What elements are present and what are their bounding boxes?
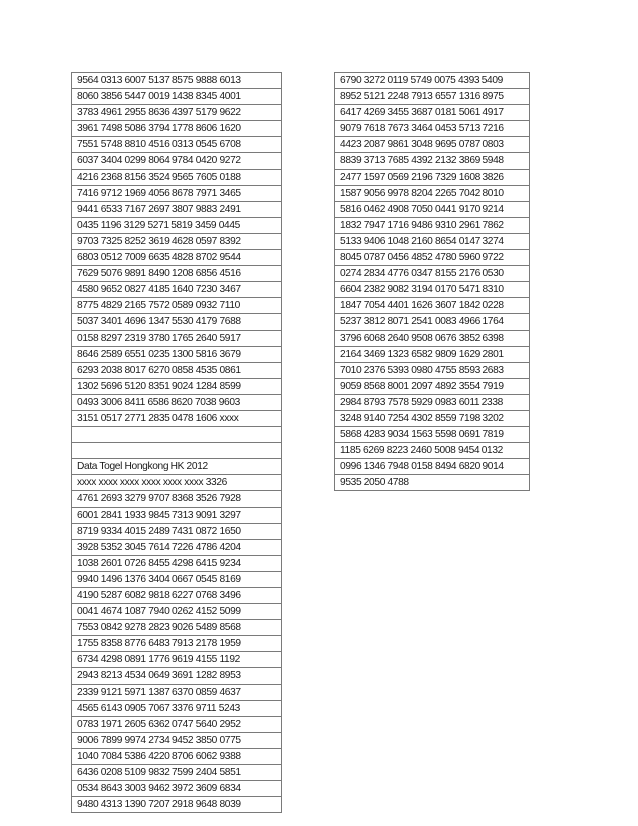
table-cell: 8839 3713 7685 4392 2132 3869 5948 <box>335 153 530 169</box>
table-row <box>335 217 530 233</box>
table-cell: 2477 1597 0569 2196 7329 1608 3826 <box>335 169 530 185</box>
table-row <box>335 330 530 346</box>
table-row <box>72 571 282 587</box>
table-row <box>72 716 282 732</box>
table-row <box>72 121 282 137</box>
table-row <box>72 410 282 426</box>
table-cell: 6293 2038 8017 6270 0858 4535 0861 <box>72 362 282 378</box>
table-row <box>72 443 282 459</box>
table-row <box>335 137 530 153</box>
table-cell: 7416 9712 1969 4056 8678 7971 3465 <box>72 185 282 201</box>
table-row <box>72 137 282 153</box>
table-cell: Data Togel Hongkong HK 2012 <box>72 459 282 475</box>
table-row <box>335 443 530 459</box>
table-row <box>335 282 530 298</box>
table-cell: 3783 4961 2955 8636 4397 5179 9622 <box>72 105 282 121</box>
table-row <box>335 394 530 410</box>
table-row <box>335 362 530 378</box>
table-cell: 4190 5287 6082 9818 6227 0768 3496 <box>72 588 282 604</box>
table-row <box>335 314 530 330</box>
table-row <box>72 233 282 249</box>
table-cell <box>72 443 282 459</box>
table-row <box>335 427 530 443</box>
left-number-table <box>71 72 282 813</box>
table-row <box>335 266 530 282</box>
table-row <box>72 185 282 201</box>
table-cell: 4216 2368 8156 3524 9565 7605 0188 <box>72 169 282 185</box>
table-cell: 5037 3401 4696 1347 5530 4179 7688 <box>72 314 282 330</box>
table-row <box>335 169 530 185</box>
table-cell: 6790 3272 0119 5749 0075 4393 5409 <box>335 73 530 89</box>
table-row <box>72 89 282 105</box>
table-row <box>72 105 282 121</box>
table-cell: 3961 7498 5086 3794 1778 8606 1620 <box>72 121 282 137</box>
table-cell: 8646 2589 6551 0235 1300 5816 3679 <box>72 346 282 362</box>
table-row <box>335 201 530 217</box>
table-cell: 9940 1496 1376 3404 0667 0545 8169 <box>72 571 282 587</box>
table-row <box>335 346 530 362</box>
table-cell: 5816 0462 4908 7050 0441 9170 9214 <box>335 201 530 217</box>
table-cell: 0274 2834 4776 0347 8155 2176 0530 <box>335 266 530 282</box>
table-cell: 9441 6533 7167 2697 3807 9883 2491 <box>72 201 282 217</box>
table-row <box>72 797 282 813</box>
table-cell: 1040 7084 5386 4220 8706 6062 9388 <box>72 748 282 764</box>
table-row <box>72 298 282 314</box>
table-cell: xxxx xxxx xxxx xxxx xxxx xxxx 3326 <box>72 475 282 491</box>
table-row <box>72 732 282 748</box>
table-cell: 8775 4829 2165 7572 0589 0932 7110 <box>72 298 282 314</box>
table-row <box>72 588 282 604</box>
table-cell: 4565 6143 0905 7067 3376 9711 5243 <box>72 700 282 716</box>
table-cell: 6604 2382 9082 3194 0170 5471 8310 <box>335 282 530 298</box>
table-cell: 8952 5121 2248 7913 6557 1316 8975 <box>335 89 530 105</box>
table-row <box>72 169 282 185</box>
table-cell: 8719 9334 4015 2489 7431 0872 1650 <box>72 523 282 539</box>
table-cell: 2339 9121 5971 1387 6370 0859 4637 <box>72 684 282 700</box>
table-row <box>72 700 282 716</box>
table-cell: 6001 2841 1933 9845 7313 9091 3297 <box>72 507 282 523</box>
table-cell: 1185 6269 8223 2460 5008 9454 0132 <box>335 443 530 459</box>
table-cell: 7629 5076 9891 8490 1208 6856 4516 <box>72 266 282 282</box>
table-row <box>335 410 530 426</box>
table-row <box>335 378 530 394</box>
table-cell: 9006 7899 9974 2734 9452 3850 0775 <box>72 732 282 748</box>
table-row <box>335 250 530 266</box>
table-row <box>72 378 282 394</box>
table-cell: 4580 9652 0827 4185 1640 7230 3467 <box>72 282 282 298</box>
table-row <box>72 539 282 555</box>
table-row <box>72 459 282 475</box>
table-row <box>72 555 282 571</box>
table-row <box>72 362 282 378</box>
table-cell: 6734 4298 0891 1776 9619 4155 1192 <box>72 652 282 668</box>
table-row <box>72 250 282 266</box>
table-cell: 9059 8568 8001 2097 4892 3554 7919 <box>335 378 530 394</box>
table-cell: 5868 4283 9034 1563 5598 0691 7819 <box>335 427 530 443</box>
table-cell: 0996 1346 7948 0158 8494 6820 9014 <box>335 459 530 475</box>
table-row <box>72 394 282 410</box>
table-cell: 2984 8793 7578 5929 0983 6011 2338 <box>335 394 530 410</box>
table-cell: 1755 8358 8776 6483 7913 2178 1959 <box>72 636 282 652</box>
table-cell: 3796 6068 2640 9508 0676 3852 6398 <box>335 330 530 346</box>
table-cell: 9535 2050 4788 <box>335 475 530 491</box>
table-row <box>72 427 282 443</box>
table-cell: 5133 9406 1048 2160 8654 0147 3274 <box>335 233 530 249</box>
table-row <box>72 330 282 346</box>
table-cell: 7553 0842 9278 2823 9026 5489 8568 <box>72 620 282 636</box>
table-row <box>72 475 282 491</box>
table-cell: 1832 7947 1716 9486 9310 2961 7862 <box>335 217 530 233</box>
table-row <box>72 668 282 684</box>
right-number-table <box>334 72 530 491</box>
table-row <box>72 652 282 668</box>
table-row <box>72 314 282 330</box>
table-cell: 9703 7325 8252 3619 4628 0597 8392 <box>72 233 282 249</box>
table-row <box>335 233 530 249</box>
table-cell: 6436 0208 5109 9832 7599 2404 5851 <box>72 765 282 781</box>
table-row <box>335 459 530 475</box>
table-cell: 1847 7054 4401 1626 3607 1842 0228 <box>335 298 530 314</box>
table-cell: 3151 0517 2771 2835 0478 1606 xxxx <box>72 410 282 426</box>
table-cell: 2164 3469 1323 6582 9809 1629 2801 <box>335 346 530 362</box>
table-row <box>72 217 282 233</box>
table-row <box>72 604 282 620</box>
table-row <box>72 765 282 781</box>
table-row <box>72 523 282 539</box>
table-row <box>72 636 282 652</box>
table-row <box>72 620 282 636</box>
table-row <box>335 89 530 105</box>
table-row <box>72 73 282 89</box>
table-row <box>335 153 530 169</box>
table-cell: 8045 0787 0456 4852 4780 5960 9722 <box>335 250 530 266</box>
table-row <box>72 491 282 507</box>
table-cell: 2943 8213 4534 0649 3691 1282 8953 <box>72 668 282 684</box>
table-cell: 6417 4269 3455 3687 0181 5061 4917 <box>335 105 530 121</box>
table-cell: 8060 3856 5447 0019 1438 8345 4001 <box>72 89 282 105</box>
table-cell: 6037 3404 0299 8064 9784 0420 9272 <box>72 153 282 169</box>
table-cell <box>72 427 282 443</box>
table-row <box>335 298 530 314</box>
table-row <box>72 153 282 169</box>
table-cell: 0493 3006 8411 6586 8620 7038 9603 <box>72 394 282 410</box>
table-row <box>72 507 282 523</box>
table-row <box>72 201 282 217</box>
table-cell: 0534 8643 3003 9462 3972 3609 6834 <box>72 781 282 797</box>
table-row <box>72 346 282 362</box>
table-cell: 0435 1196 3129 5271 5819 3459 0445 <box>72 217 282 233</box>
table-cell: 0041 4674 1087 7940 0262 4152 5099 <box>72 604 282 620</box>
table-cell: 9079 7618 7673 3464 0453 5713 7216 <box>335 121 530 137</box>
table-row <box>335 105 530 121</box>
table-cell: 3928 5352 3045 7614 7226 4786 4204 <box>72 539 282 555</box>
table-row <box>72 266 282 282</box>
table-row <box>72 748 282 764</box>
table-cell: 1587 9056 9978 8204 2265 7042 8010 <box>335 185 530 201</box>
table-row <box>335 121 530 137</box>
table-cell: 0158 8297 2319 3780 1765 2640 5917 <box>72 330 282 346</box>
table-row <box>72 684 282 700</box>
table-cell: 1038 2601 0726 8455 4298 6415 9234 <box>72 555 282 571</box>
table-cell: 9564 0313 6007 5137 8575 9888 6013 <box>72 73 282 89</box>
table-row <box>335 185 530 201</box>
table-row <box>72 282 282 298</box>
table-cell: 7551 5748 8810 4516 0313 0545 6708 <box>72 137 282 153</box>
table-cell: 7010 2376 5393 0980 4755 8593 2683 <box>335 362 530 378</box>
table-cell: 3248 9140 7254 4302 8559 7198 3202 <box>335 410 530 426</box>
table-cell: 0783 1971 2605 6362 0747 5640 2952 <box>72 716 282 732</box>
table-cell: 5237 3812 8071 2541 0083 4966 1764 <box>335 314 530 330</box>
table-row <box>335 73 530 89</box>
table-cell: 4761 2693 3279 9707 8368 3526 7928 <box>72 491 282 507</box>
table-cell: 9480 4313 1390 7207 2918 9648 8039 <box>72 797 282 813</box>
table-row <box>335 475 530 491</box>
table-cell: 6803 0512 7009 6635 4828 8702 9544 <box>72 250 282 266</box>
table-cell: 1302 5696 5120 8351 9024 1284 8599 <box>72 378 282 394</box>
table-row <box>72 781 282 797</box>
table-cell: 4423 2087 9861 3048 9695 0787 0803 <box>335 137 530 153</box>
